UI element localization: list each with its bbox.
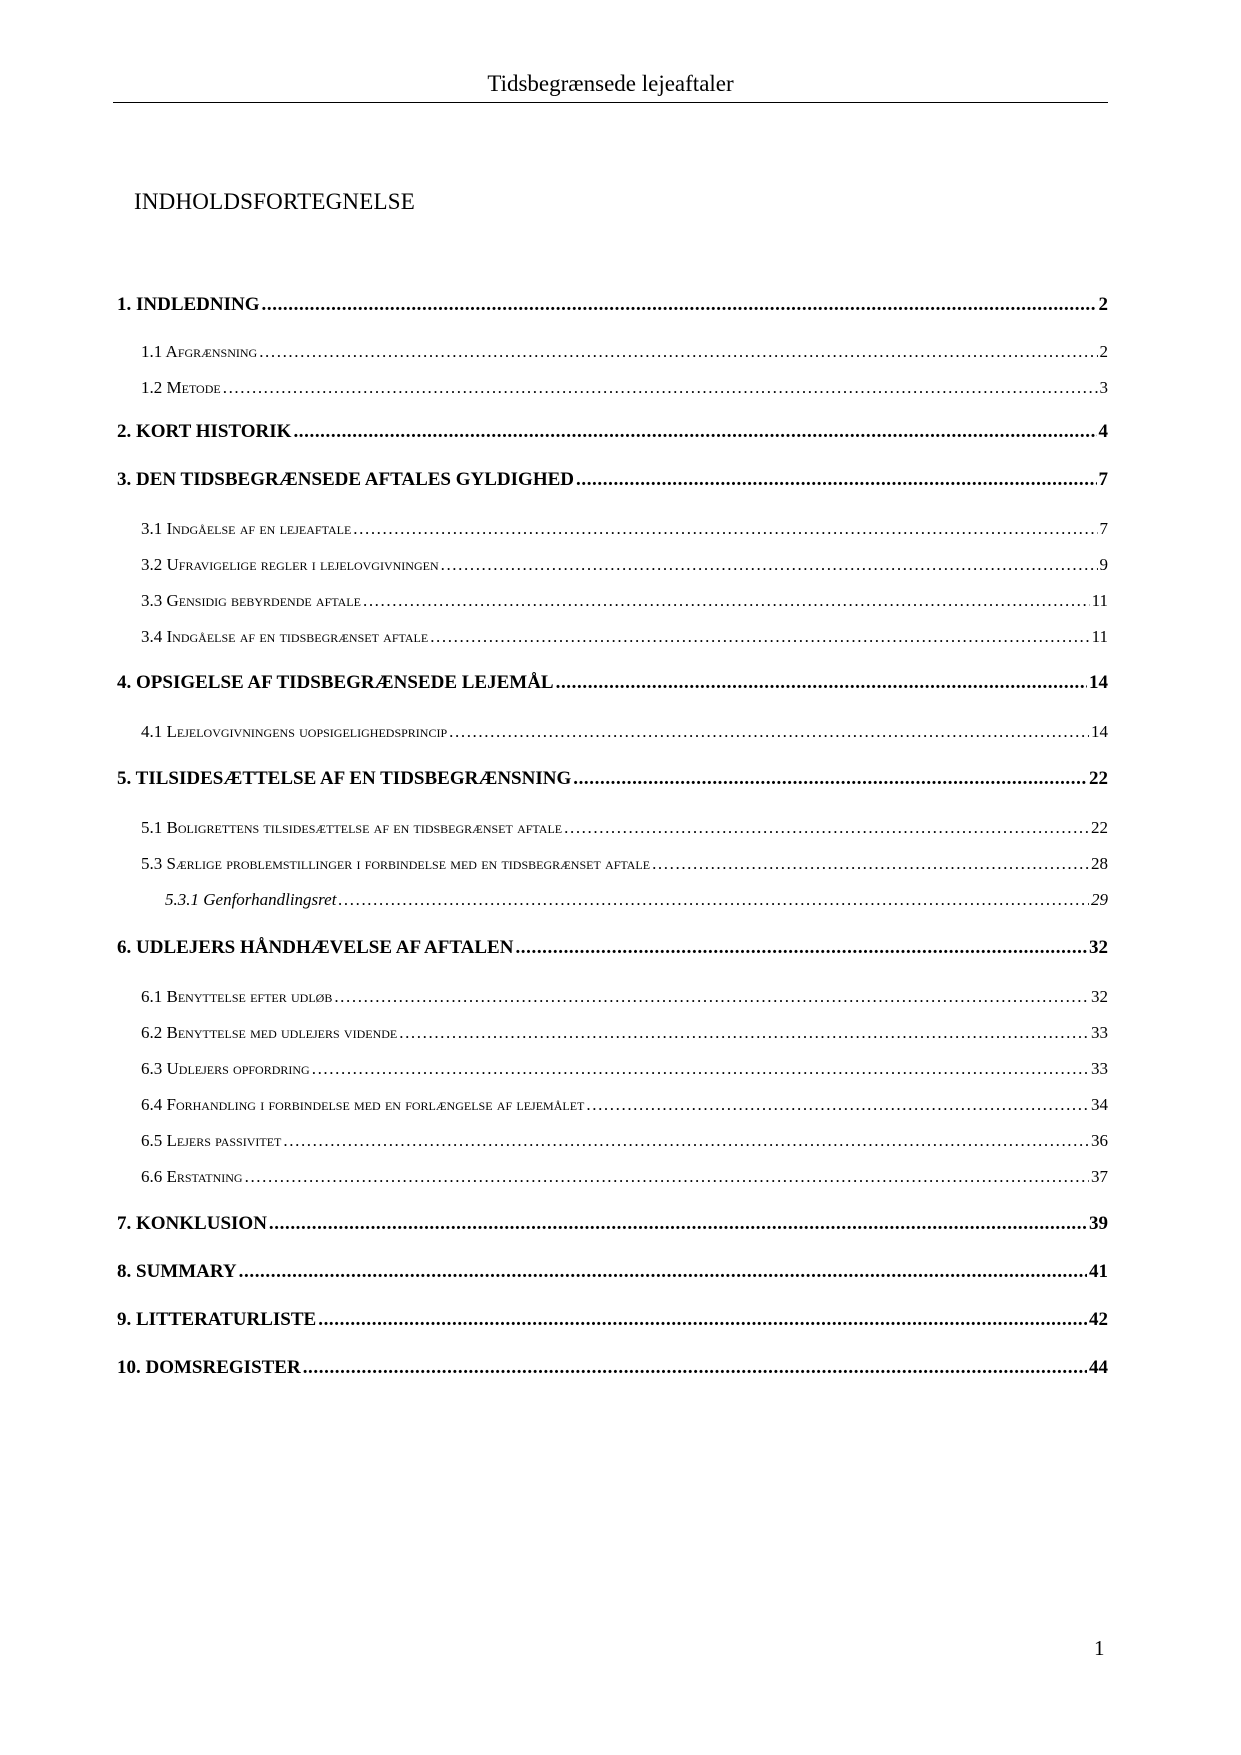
dot-leader <box>515 937 1087 959</box>
toc-entry-label: 6.5 Lejers passivitet <box>141 1131 282 1150</box>
toc-section-entry[interactable] <box>141 818 1108 838</box>
dot-leader <box>573 768 1087 790</box>
toc-section-entry[interactable] <box>141 987 1108 1007</box>
toc-section-entry[interactable] <box>141 722 1108 742</box>
toc-entry-page: 44 <box>1089 1357 1108 1378</box>
dot-leader <box>293 421 1096 443</box>
toc-chapter-entry[interactable] <box>117 421 1108 443</box>
toc-entry-label: 6.2 Benyttelse med udlejers vidende <box>141 1023 398 1042</box>
toc-entry-page: 37 <box>1091 1167 1108 1186</box>
toc-entry-page: 34 <box>1091 1095 1108 1114</box>
toc-section-entry[interactable] <box>141 555 1108 575</box>
dot-leader <box>441 555 1098 575</box>
dot-leader <box>239 1261 1087 1283</box>
dot-leader <box>586 1095 1089 1115</box>
toc-entry-label: 5.3.1 Genforhandlingsret <box>165 890 337 909</box>
toc-chapter-entry[interactable] <box>117 1309 1108 1331</box>
toc-section-entry[interactable] <box>141 627 1108 647</box>
toc-entry-page: 33 <box>1091 1059 1108 1078</box>
toc-entry-label: 6. UDLEJERS HÅNDHÆVELSE AF AFTALEN <box>117 937 514 958</box>
toc-entry-page: 36 <box>1091 1131 1108 1150</box>
dot-leader <box>312 1059 1089 1079</box>
toc-entry-page: 42 <box>1089 1309 1108 1330</box>
toc-entry-label: 3.1 Indgåelse af en lejeaftale <box>141 519 352 538</box>
toc-chapter-entry[interactable] <box>117 294 1108 316</box>
toc-section-entry[interactable] <box>141 1095 1108 1115</box>
toc-entry-label: 10. DOMSREGISTER <box>117 1357 301 1378</box>
toc-entry-label: 5. TILSIDESÆTTELSE AF EN TIDSBEGRÆNSNING <box>117 768 572 789</box>
dot-leader <box>283 1131 1089 1151</box>
toc-entry-page: 7 <box>1098 469 1108 490</box>
toc-section-entry[interactable] <box>141 378 1108 398</box>
toc-entry-label: 7. KONKLUSION <box>117 1213 267 1234</box>
dot-leader <box>399 1023 1089 1043</box>
dot-leader <box>652 854 1089 874</box>
toc-entry-page: 28 <box>1091 854 1108 873</box>
toc-section-entry[interactable] <box>141 1059 1108 1079</box>
dot-leader <box>564 818 1089 838</box>
toc-entry-label: 1. INDLEDNING <box>117 294 260 315</box>
toc-entry-page: 14 <box>1091 722 1108 741</box>
dot-leader <box>334 987 1089 1007</box>
toc-section-entry[interactable] <box>141 342 1108 362</box>
dot-leader <box>262 294 1097 316</box>
toc-entry-page: 7 <box>1099 519 1108 538</box>
toc-entry-label: 6.3 Udlejers opfordring <box>141 1059 310 1078</box>
toc-section-entry[interactable] <box>141 1023 1108 1043</box>
dot-leader <box>318 1309 1087 1331</box>
toc-section-entry[interactable] <box>141 519 1108 539</box>
dot-leader <box>259 342 1097 362</box>
toc-section-entry[interactable] <box>141 854 1108 874</box>
dot-leader <box>223 378 1098 398</box>
toc-chapter-entry[interactable] <box>117 1357 1108 1379</box>
toc-entry-label: 1.1 Afgrænsning <box>141 342 258 361</box>
toc-entry-page: 11 <box>1091 591 1108 610</box>
toc-entry-label: 5.1 Boligrettens tilsidesættelse af en tidsbegrænset aftale <box>141 818 563 837</box>
toc-chapter-entry[interactable] <box>117 469 1108 491</box>
toc-entry-label: 5.3 Særlige problemstillinger i forbindelse med en tidsbegrænset aftale <box>141 854 651 873</box>
toc-entry-page: 9 <box>1099 555 1108 574</box>
toc-entry-page: 32 <box>1091 987 1108 1006</box>
toc-section-entry[interactable] <box>141 1131 1108 1151</box>
toc-entry-label: 6.4 Forhandling i forbindelse med en forlængelse af lejemålet <box>141 1095 585 1114</box>
toc-entry-label: 9. LITTERATURLISTE <box>117 1309 317 1330</box>
toc-section-entry[interactable] <box>141 591 1108 611</box>
toc-title: INDHOLDSFORTEGNELSE <box>134 189 415 214</box>
toc-entry-page: 11 <box>1091 627 1108 646</box>
toc-entry-page: 29 <box>1091 890 1108 909</box>
dot-leader <box>449 722 1089 742</box>
toc-entry-label: 3.4 Indgåelse af en tidsbegrænset aftale <box>141 627 429 646</box>
toc-entry-label: 3.3 Gensidig bebyrdende aftale <box>141 591 361 610</box>
toc-section-entry[interactable] <box>141 1167 1108 1187</box>
toc-entry-page: 33 <box>1091 1023 1108 1042</box>
running-header: Tidsbegrænsede lejeaftaler <box>113 70 1108 103</box>
toc-chapter-entry[interactable] <box>117 937 1108 959</box>
toc-entry-label: 1.2 Metode <box>141 378 221 397</box>
toc-entry-label: 3.2 Ufravigelige regler i lejelovgivningen <box>141 555 439 574</box>
dot-leader <box>556 672 1087 694</box>
dot-leader <box>245 1167 1089 1187</box>
toc-entry-page: 22 <box>1089 768 1108 789</box>
toc-entry-page: 14 <box>1089 672 1108 693</box>
toc-entry-label: 8. SUMMARY <box>117 1261 237 1282</box>
toc-entry-label: 4.1 Lejelovgivningens uopsigelighedsprincip <box>141 722 448 741</box>
toc-entry-label: 6.6 Erstatning <box>141 1167 243 1186</box>
toc-entry-label: 2. KORT HISTORIK <box>117 421 292 442</box>
toc-chapter-entry[interactable] <box>117 1261 1108 1283</box>
toc-entry-page: 2 <box>1098 294 1108 315</box>
toc-entry-page: 41 <box>1089 1261 1108 1282</box>
toc-entry-page: 32 <box>1089 937 1108 958</box>
toc-entry-label: 4. OPSIGELSE AF TIDSBEGRÆNSEDE LEJEMÅL <box>117 672 554 693</box>
page-number: 1 <box>1094 1636 1105 1660</box>
dot-leader <box>353 519 1097 539</box>
dot-leader <box>363 591 1090 611</box>
dot-leader <box>338 890 1089 910</box>
toc-chapter-entry[interactable] <box>117 768 1108 790</box>
dot-leader <box>269 1213 1087 1235</box>
dot-leader <box>576 469 1097 491</box>
toc-chapter-entry[interactable] <box>117 672 1108 694</box>
toc-entry-page: 3 <box>1099 378 1108 397</box>
dot-leader <box>303 1357 1087 1379</box>
toc-chapter-entry[interactable] <box>117 1213 1108 1235</box>
toc-entry-label: 6.1 Benyttelse efter udløb <box>141 987 333 1006</box>
dot-leader <box>430 627 1089 647</box>
toc-entry-page: 22 <box>1091 818 1108 837</box>
toc-entry-page: 39 <box>1089 1213 1108 1234</box>
toc-subsection-entry[interactable] <box>165 890 1108 910</box>
toc-entry-label: 3. DEN TIDSBEGRÆNSEDE AFTALES GYLDIGHED <box>117 469 574 490</box>
toc-entry-page: 4 <box>1098 421 1108 442</box>
toc-entry-page: 2 <box>1099 342 1108 361</box>
